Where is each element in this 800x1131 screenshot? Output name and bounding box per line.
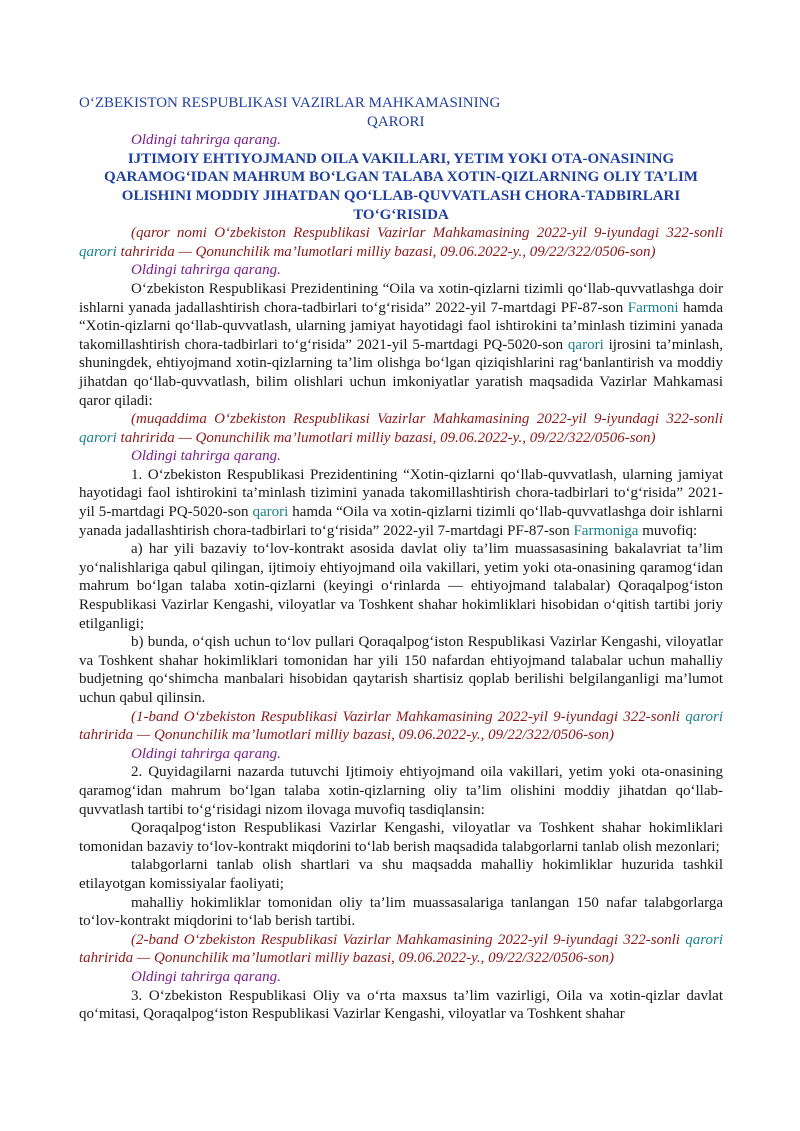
edit-note-item-1: (1-band O‘zbekiston Respublikasi Vazirlar Mahkamasining 2022-yil 9-iyundagi 322-sonli qarori tahririda — Qonunchilik ma’lumotlari milliy bazasi, 09.06.2022-y., 09/22/322/0506-son) — [79, 708, 723, 744]
edit-note-title: (qaror nomi O‘zbekiston Respublikasi Vazirlar Mahkamasining 2022-yil 9-iyundagi 322-sonli qarori tahririda — Qonunchilik ma’lumotlari milliy bazasi, 09.06.2022-y., 09/22/322/0506-son) — [79, 225, 723, 260]
note-link-qarori[interactable]: qarori — [79, 243, 117, 260]
link-farmoni[interactable]: Farmoni — [627, 299, 679, 316]
item-2-list-item: Qoraqalpog‘iston Respublikasi Vazirlar Kengashi, viloyatlar va Toshkent shahar hokimliklari tomonidan bazaviy to‘lov-kontrakt miqdorini to‘lab berish maqsadida talabgorlarni tanlab olish mezonlari; — [79, 820, 723, 855]
previous-edition-link[interactable]: Oldingi tahrirga qarang. — [131, 262, 281, 279]
item-1-paragraph: 1. O‘zbekiston Respublikasi Prezidentining “Xotin-qizlarni qo‘llab-quvvatlash, ularning jamiyat hayotidagi faol ishtirokini ta’minlash tizimini yanada takomillashtirish chora-tadbirlari to‘g‘risida” 2021-yil 5-martdagi PQ-5020-son qarori hamda “Oila va xotin-qizlarni tizimli qo‘llab-quvvatlashga doir ishlarni yanada jadallashtirish chora-tadbirlari to‘g‘risida” 2022-yil 7-martdagi PF-87-son Farmoniga muvofiq: — [79, 466, 723, 539]
doc-header-line2: QARORI — [367, 113, 425, 130]
item-2-list-item: mahalliy hokimliklar tomonidan oliy ta’lim muassasalariga tanlangan 150 nafar talabgorlarga to‘lov-kontrakt miqdorini to‘lab berish tartibi. — [79, 894, 723, 930]
item-2-intro: 2. Quyidagilarni nazarda tutuvchi Ijtimoiy ehtiyojmand oila vakillari, yetim yoki ota-onasining qaramog‘idan mahrum bo‘lgan talaba xotin-qizlarning oliy ta’lim olishini moddiy jihatdan qo‘llab-quvvatlash tartibi to‘g‘risidagi nizom ilovaga muvofiq tasdiqlansin: — [79, 764, 723, 818]
preamble-paragraph: O‘zbekiston Respublikasi Prezidentining “Oila va xotin-qizlarni tizimli qo‘llab-quvvatlashga doir ishlarni yanada jadallashtirish chora-tadbirlari to‘g‘risida” 2022-yil 7-martdagi PF-87-son Farmoni hamda “Xotin-qizlarni qo‘llab-quvvatlash, ularning jamiyat hayotidagi faol ishtirokini ta’minlash tizimini yanada takomillashtirish chora-tadbirlari to‘g‘risida” 2021-yil 5-martdagi PQ-5020-son qarori ijrosini ta’minlash, shuningdek, ehtiyojmand xotin-qizlarning ta’lim olishga bo‘lgan qiziqishlarini rag‘banlantirish va moddiy jihatdan qo‘llab-quvvatlash, bilim olishlari uchun imkoniyatlar yaratish maqsadida Vazirlar Mahkamasi qaror qiladi: — [79, 280, 724, 409]
link-farmoniga[interactable]: Farmoniga — [573, 522, 639, 539]
link-qarori[interactable]: qarori — [567, 336, 604, 353]
note-link-qarori[interactable]: qarori — [685, 708, 723, 725]
item-1-sub-a: a) har yili bazaviy to‘lov-kontrakt asosida davlat oliy ta’lim muassasasining bakalavriat ta’lim yo‘nalishlariga qabul qilingan, ijtimoiy ehtiyojmand oila vakillari, yetim yoki ota-onasining qaramog‘idan mahrum bo‘lgan talaba xotin-qizlarni (keyingi o‘rinlarda — ehtiyojmand talabalar) Qoraqalpog‘iston Respublikasi Vazirlar Kengashi, viloyatlar va Toshkent shahar hokimliklari hisobidan o‘qitish tartibi joriy etilganligi; — [79, 541, 723, 632]
previous-edition-link[interactable]: Oldingi tahrirga qarang. — [131, 968, 281, 985]
doc-header-line1: O‘ZBEKISTON RESPUBLIKASI VAZIRLAR MAHKAMASINING — [79, 95, 501, 111]
edit-note-item-2: (2-band O‘zbekiston Respublikasi Vazirlar Mahkamasining 2022-yil 9-iyundagi 322-sonli qarori tahririda — Qonunchilik ma’lumotlari milliy bazasi, 09.06.2022-y., 09/22/322/0506-son) — [79, 931, 723, 967]
document-page — [79, 94, 723, 1024]
previous-edition-link[interactable]: Oldingi tahrirga qarang. — [131, 132, 281, 149]
item-1-sub-b: b) bunda, o‘qish uchun to‘lov pullari Qoraqalpog‘iston Respublikasi Vazirlar Kengashi, viloyatlar va Toshkent shahar hokimliklari tomonidan har yili 150 nafardan ehtiyojmand talabalar uchun mahalliy budjetning qo‘shimcha manbalari hisobidan qaytarish shartisiz qoplab berilishi belgilanganligi ma’lumot uchun qabul qilinsin. — [79, 634, 723, 706]
previous-edition-link[interactable]: Oldingi tahrirga qarang. — [131, 745, 281, 762]
item-3-paragraph: 3. O‘zbekiston Respublikasi Oliy va o‘rta maxsus ta’lim vazirligi, Oila va xotin-qizlar davlat qo‘mitasi, Qoraqalpog‘iston Respublikasi Vazirlar Kengashi, viloyatlar va Toshkent shahar — [79, 987, 723, 1023]
note-link-qarori[interactable]: qarori — [685, 931, 723, 948]
document-title: IJTIMOIY EHTIYOJMAND OILA VAKILLARI, YETIM YOKI OTA-ONASINING QARAMOG‘IDAN MAHRUM BO‘LGAN TALABA XOTIN-QIZLARNING OLIY TA’LIM OLISHINI MODDIY JIHATDAN QO‘LLAB-QUVVATLASH CHORA-TADBIRLARI TO‘G‘RISIDA — [104, 150, 698, 223]
edit-note-preamble: (muqaddima O‘zbekiston Respublikasi Vazirlar Mahkamasining 2022-yil 9-iyundagi 322-sonli qarori tahririda — Qonunchilik ma’lumotlari milliy bazasi, 09.06.2022-y., 09/22/322/0506-son) — [79, 411, 723, 446]
item-2-list-item: talabgorlarni tanlab olish shartlari va shu maqsadda mahalliy hokimliklar huzurida tashkil etilayotgan komissiyalar faoliyati; — [79, 857, 723, 892]
link-qarori[interactable]: qarori — [252, 504, 289, 521]
note-link-qarori[interactable]: qarori — [79, 429, 117, 446]
previous-edition-link[interactable]: Oldingi tahrirga qarang. — [131, 448, 281, 465]
